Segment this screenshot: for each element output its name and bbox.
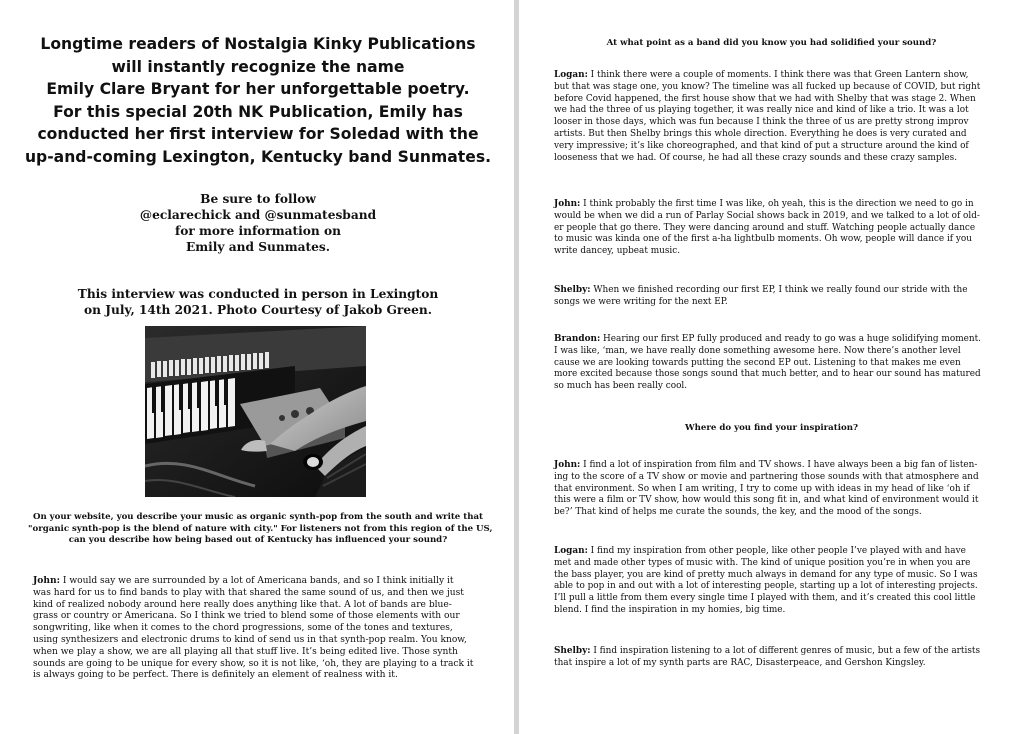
answer-line: I find inspiration listening to a lot of different genres of music, but a few of the artists (590, 646, 980, 656)
speaker-name: John: (554, 460, 581, 470)
answer-line: very impressive; it’s like choreographed, and that kind of put a structure around the kind of (554, 140, 969, 151)
answer-line: I was like, ‘man, we have really done something awesome here. Now there’s another level (554, 345, 961, 356)
speaker-name: Logan: (554, 546, 588, 556)
answer-john (554, 199, 1009, 258)
answer-line: so much has been really cool. (554, 381, 688, 392)
answer-line: met and made other types of music with. The kind of unique position you’re in when you are (554, 557, 971, 568)
answer-shelby (554, 285, 1009, 309)
answer-line: sounds are going to be unique for every show, so it is not like, ‘oh, they are playing to a track it (33, 658, 474, 669)
answer-line: write dancey, upbeat music. (554, 246, 681, 257)
follow-line: Emily and Sunmates. (185, 240, 331, 254)
answer-line: able to pop in and out with a lot of interesting people, starting up a lot of interesting projects. (554, 581, 978, 592)
answer-line: ing to the score of a TV show or movie and partnering those sounds with that atmosphere and (554, 471, 979, 482)
answer-line: but that was stage one, you know? The timeline was all fucked up because of COVID, but right (554, 81, 981, 92)
answer-line: er people that go there. They were dancing around and stuff. Watching people actually dance (554, 222, 976, 233)
interview-question (28, 512, 493, 547)
answer-line: when we play a show, we are all playing all that stuff live. It’s being edited live. Those synth (33, 646, 458, 657)
interview-credit (20, 286, 496, 318)
speaker-name: Logan: (554, 70, 588, 80)
intro-line: Emily Clare Bryant for her unforgettable poetry. (46, 80, 470, 99)
follow-line: for more information on (174, 224, 342, 238)
answer-line: the bass player, you are kind of pretty much always in demand for any type of music. So I was (554, 569, 978, 580)
credit-line: on July, 14th 2021. Photo Courtesy of Jakob Green. (84, 303, 432, 317)
answer-brandon (554, 334, 1009, 393)
intro-line: conducted her first interview for Soledad with the (37, 125, 479, 144)
question-line: "organic synth-pop is the blend of nature with city." For listeners not from this region of the US, (28, 523, 493, 534)
question-line: can you describe how being based out of Kentucky has influenced your sound? (68, 535, 448, 546)
answer-line: that inspire a lot of my synth parts are RAC, Disasterpeace, and Gershon Kingsley. (554, 657, 926, 668)
intro-line: up-and-coming Lexington, Kentucky band Sunmates. (24, 147, 492, 166)
answer-line: would be when we did a run of Parlay Social shows back in 2019, and we talked to a lot of old- (554, 210, 980, 221)
speaker-name: John: (33, 575, 60, 586)
answer-line: before Covid happened, the first house show that we had with Shelby that was stage 2. When (554, 93, 976, 104)
answer-line: I think probably the first time I was like, oh yeah, this is the direction we need to go in (580, 199, 974, 209)
interview-question: Where do you find your inspiration? (684, 423, 858, 433)
answer-line: we had the three of us playing together, it was really nice and kind of like a trio. It was a lot (554, 105, 969, 116)
answer-line: I’ll pull a little from them every single time I played with them, and it’s created this cool little (554, 593, 976, 604)
answer-line: I would say we are surrounded by a lot of Americana bands, and so I think initially it (59, 576, 454, 586)
answer-john (33, 575, 483, 682)
interview-question: At what point as a band did you know you had solidified your sound? (606, 38, 937, 48)
answer-shelby (554, 646, 1009, 670)
intro-line: For this special 20th NK Publication, Emily has (53, 102, 463, 121)
answer-line: When we finished recording our first EP, I think we really found our stride with the (590, 285, 968, 295)
answer-line: be?’ That kind of helps me curate the sounds, the key, and the mood of the songs. (554, 507, 922, 518)
answer-line: more excited because those songs sound that much better, and to hear our sound has matured (554, 369, 981, 380)
answer-line: songs we were writing for the next EP. (554, 296, 728, 307)
answer-line: artists. But then Shelby brings this whole direction. Everything he does is very curated and (554, 128, 967, 139)
follow-line: Be sure to follow (200, 192, 316, 206)
band-photo (145, 326, 366, 497)
answer-line: kind of realized nobody around here really does anything like that. A lot of bands are blue- (33, 599, 452, 610)
right-page (519, 0, 1024, 734)
answer-line: Hearing our first EP fully produced and ready to go was a huge solidifying moment. (600, 334, 981, 344)
answer-line: was hard for us to find bands to play with that shared the same sound of us, and then we just (33, 587, 464, 598)
answer-line: songwriting, like when it comes to the chord progressions, some of the tones and textures, (33, 623, 453, 634)
answer-line: I think there were a couple of moments. I think there was that Green Lantern show, (587, 70, 969, 80)
question-line: On your website, you describe your music as organic synth-pop from the south and write that (32, 512, 484, 522)
answer-line: blend. I find the inspiration in my homies, big time. (554, 604, 786, 615)
intro-line: will instantly recognize the name (111, 57, 405, 76)
speaker-name: John: (554, 199, 581, 209)
answer-line: cause we are looking towards putting the second EP out. Listening to that makes me even (554, 357, 961, 368)
answer-line: grass or country or Americana. So I think we tried to blend some of those elements with our (33, 611, 460, 622)
answer-logan (554, 70, 1009, 164)
answer-line: using synthesizers and electronic drums to kind of send us in that synth-pop realm. You know, (33, 634, 467, 645)
credit-line: This interview was conducted in person in Lexington (77, 287, 439, 301)
follow-notice (60, 191, 456, 255)
intro-heading (20, 33, 496, 169)
keyboard-photo-illustration (145, 326, 366, 497)
answer-john (554, 460, 1009, 519)
speaker-name: Shelby: (554, 646, 591, 656)
speaker-name: Shelby: (554, 285, 591, 295)
answer-line: is always going to be perfect. There is definitely an element of realness with it. (33, 670, 398, 681)
answer-line: this were a film or TV show, how would this song fit in, and what kind of environment would it (554, 495, 979, 506)
answer-line: to music was kinda one of the first a-ha lightbulb moments. Oh wow, people will dance if you (554, 234, 972, 245)
answer-line: looseness that we had. Of course, he had all these crazy sounds and these crazy samples. (554, 152, 958, 163)
answer-line: I find a lot of inspiration from film and TV shows. I have always been a big fan of listen- (580, 460, 978, 470)
intro-line: Longtime readers of Nostalgia Kinky Publications (40, 35, 476, 53)
answer-line: that environment. So when I am writing, I try to come up with ideas in my head of like ‘oh if (554, 483, 970, 494)
follow-line: @eclarechick and @sunmatesband (139, 208, 377, 222)
answer-line: I find my inspiration from other people, like other people I’ve played with and have (587, 546, 966, 556)
answer-line: looser in those days, which was fun because I think the three of us are pretty strong improv (554, 117, 969, 128)
speaker-name: Brandon: (554, 334, 601, 344)
answer-logan (554, 546, 1009, 617)
